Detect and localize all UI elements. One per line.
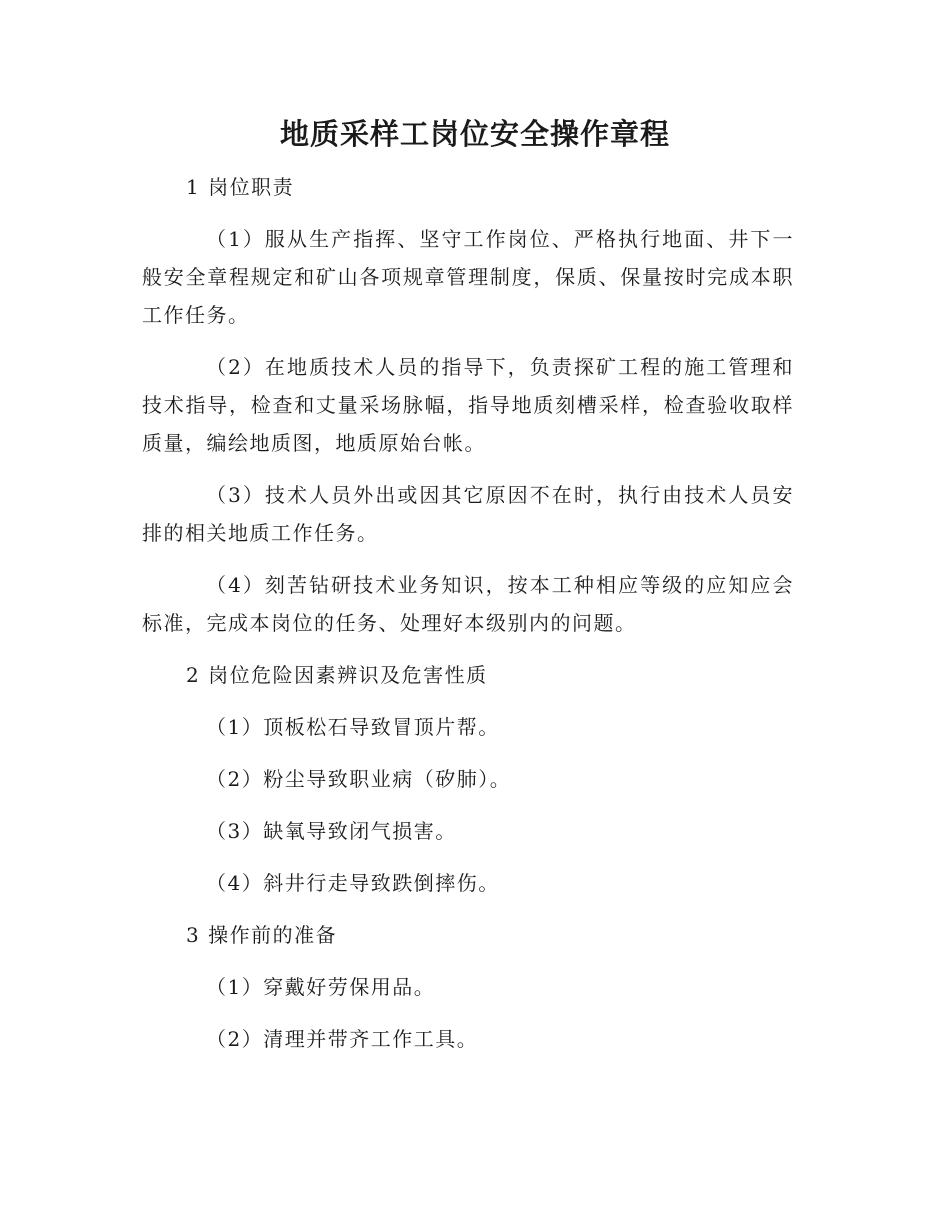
list-item: （2）清理并带齐工作工具。 (206, 1027, 479, 1051)
paragraph: （2）在地质技术人员的指导下，负责探矿工程的施工管理和技术指导，检查和丈量采场脉幅，指导地质刻槽采样，检查验收取样质量，编绘地质图，地质原始台帐。 (142, 355, 794, 455)
section-heading: 2 岗位危险因素辨识及危害性质 (186, 663, 488, 687)
paragraph: （4）刻苦钻研技术业务知识，按本工种相应等级的应知应会标准，完成本岗位的任务、处理好本级别内的问题。 (142, 573, 794, 635)
list-item: （1）穿戴好劳保用品。 (206, 975, 436, 999)
section-heading: 3 操作前的准备 (186, 923, 338, 947)
list-item: （3）缺氧导致闭气损害。 (206, 819, 457, 843)
list-item: （2）粉尘导致职业病（矽肺）。 (206, 767, 512, 791)
list-item: （1）顶板松石导致冒顶片帮。 (206, 715, 500, 739)
paragraph: （1）服从生产指挥、坚守工作岗位、严格执行地面、井下一般安全章程规定和矿山各项规章管理制度，保质、保量按时完成本职工作任务。 (142, 227, 794, 327)
paragraph: （3）技术人员外出或因其它原因不在时，执行由技术人员安排的相关地质工作任务。 (142, 483, 794, 545)
section-heading: 1 岗位职责 (186, 175, 295, 199)
document-title: 地质采样工岗位安全操作章程 (279, 117, 670, 151)
list-item: （4）斜井行走导致跌倒摔伤。 (206, 871, 500, 895)
document-body (142, 168, 794, 1072)
